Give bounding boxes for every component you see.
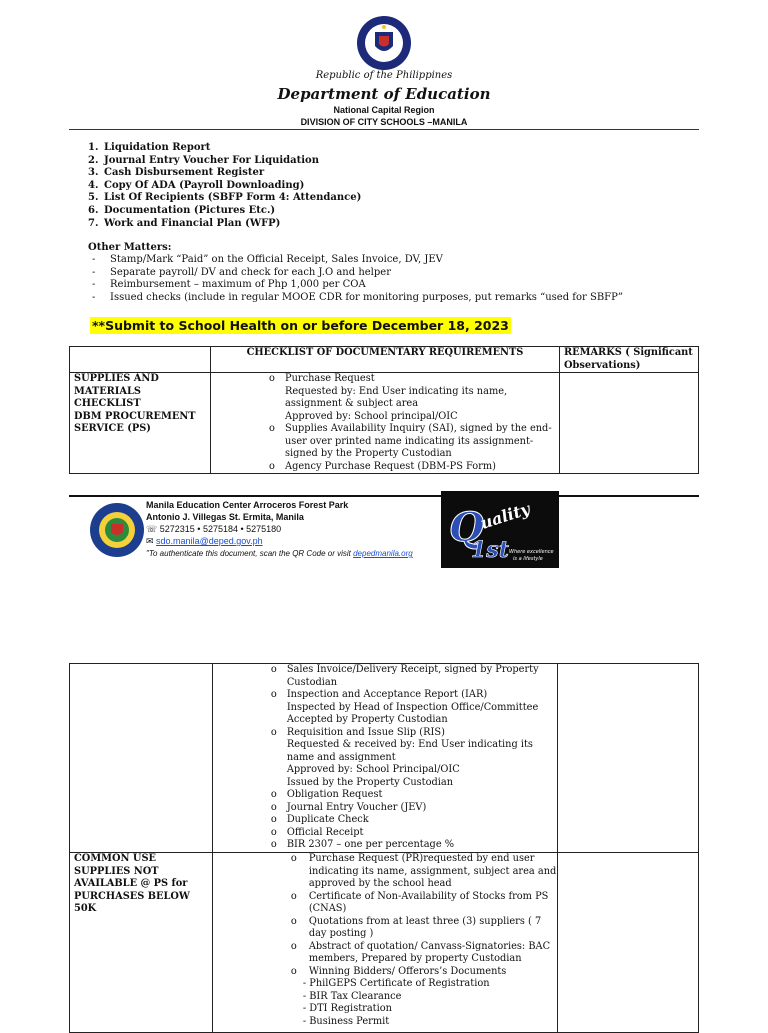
bullet-icon: o: [270, 839, 277, 850]
footer-address-1: Manila Education Center Arroceros Forest Park: [146, 500, 349, 510]
checklist-item: o Purchase Request (PR)requested by end user indicating its name, assignment, subject area and approved by the school head: [290, 853, 557, 889]
website-link[interactable]: depedmanila.org: [353, 549, 413, 558]
remarks-cell: [560, 373, 699, 474]
bullet-icon: o: [269, 423, 275, 434]
bullet-icon: o: [269, 373, 275, 384]
checklist-item: o Abstract of quotation/ Canvass-Signatories: BAC members, Prepared by property Custodian: [290, 940, 551, 964]
requirement-item: 2. Journal Entry Voucher For Liquidation: [88, 154, 319, 166]
bullet-icon: o: [270, 801, 277, 813]
bullet-icon: o: [270, 814, 277, 825]
other-matters-title: Other Matters:: [88, 242, 172, 253]
footer-authenticate-note: "To authenticate this document, scan the QR Code or visit depedmanila.org: [146, 549, 413, 558]
checklist-item: o Certificate of Non-Availability of Stocks from PS (CNAS): [290, 890, 549, 914]
remarks-header: REMARKS ( Significant Observations): [560, 347, 699, 373]
checklist-item: o Agency Purchase Request (DBM-PS Form): [269, 460, 496, 472]
requirements-list: [88, 142, 361, 230]
region-name: National Capital Region: [333, 105, 435, 115]
requirement-item: 6. Documentation (Pictures Etc.): [88, 204, 276, 216]
bullet-icon: o: [290, 853, 297, 864]
footer-email: [146, 536, 263, 547]
checklist-item: o Obligation Request: [270, 789, 383, 800]
header-divider: [69, 129, 699, 130]
checklist-item: o Sales Invoice/Delivery Receipt, signed by Property Custodian: [270, 664, 539, 688]
checklist-item: o Winning Bidders/ Offerors’s Documents: [290, 965, 507, 977]
checklist-items: [211, 373, 559, 473]
checklist-item: o BIR 2307 – one per percentage %: [270, 839, 455, 850]
bidder-document-item: - PhilGEPS Certificate of Registration: [302, 978, 490, 989]
svg-text:1st: 1st: [471, 537, 509, 563]
bullet-icon: o: [290, 890, 297, 902]
checklist-item: o Supplies Availability Inquiry (SAI), signed by the end-user over printed name indicating its assignment-signed by the Property Custodian: [269, 423, 552, 459]
checklist-item: o Quotations from at least three (3) suppliers ( 7 day posting ): [290, 915, 542, 939]
bullet-icon: o: [270, 689, 277, 700]
row-label-supplies: SUPPLIES AND MATERIALS CHECKLIST DBM PROCUREMENT SERVICE (PS): [70, 373, 211, 474]
other-matters-list: [92, 254, 623, 304]
department-title: Department of Education: [277, 85, 491, 103]
continued-checklist-items: [213, 664, 557, 852]
bidder-document-item: - BIR Tax Clearance: [302, 990, 402, 1002]
checklist-item: o Official Receipt: [270, 826, 364, 838]
requirement-item: 7. Work and Financial Plan (WFP): [88, 217, 281, 229]
checklist-item: o Purchase Request Requested by: End User indicating its name, assignment & subject area Approved by: School principal/OIC: [269, 373, 508, 422]
checklist-item: o Inspection and Acceptance Report (IAR) Inspected by Head of Inspection Office/Committee Accepted by Property Custodian: [270, 689, 539, 725]
svg-text:Q: Q: [449, 504, 484, 551]
bullet-icon: o: [270, 726, 277, 738]
bullet-icon: o: [290, 940, 297, 952]
submit-deadline-note: **Submit to School Health on or before December 18, 2023: [92, 318, 509, 333]
other-matter-item: - Issued checks (include in regular MOOE CDR for monitoring purposes, put remarks “used for SBFP”: [92, 291, 623, 303]
checklist-table-2: [69, 663, 699, 1033]
republic-heading: Republic of the Philippines: [315, 70, 453, 81]
email-link[interactable]: sdo.manila@deped.gov.ph: [156, 536, 263, 546]
footer-address-2: Antonio J. Villegas St. Ermita, Manila: [146, 512, 304, 522]
division-logo: [89, 502, 145, 558]
bullet-icon: o: [269, 460, 275, 472]
division-name: DIVISION OF CITY SCHOOLS –MANILA: [300, 117, 468, 127]
phone-icon: ☏: [146, 524, 160, 534]
other-matter-item: - Stamp/Mark “Paid” on the Official Receipt, Sales Invoice, DV, JEV: [92, 254, 443, 265]
bullet-icon: o: [290, 915, 297, 927]
deped-seal: [356, 15, 412, 71]
email-icon: ✉: [146, 536, 157, 546]
checklist-table-1: [69, 346, 699, 474]
svg-text:is a lifestyle: is a lifestyle: [513, 556, 543, 562]
footer-divider: [69, 495, 699, 497]
svg-text:uality: uality: [477, 499, 533, 533]
requirement-item: 4. Copy Of ADA (Payroll Downloading): [88, 179, 305, 191]
remarks-cell-2: [558, 664, 699, 853]
row-label-empty: [70, 664, 213, 853]
bullet-icon: o: [270, 826, 277, 838]
requirement-item: 1. Liquidation Report: [88, 142, 211, 153]
other-matter-item: - Reimbursement – maximum of Php 1,000 per COA: [92, 279, 366, 290]
remarks-cell-3: [558, 853, 699, 1033]
row-label-common-use: COMMON USE SUPPLIES NOT AVAILABLE @ PS for PURCHASES BELOW 50K: [70, 853, 213, 1033]
footer-phone: ☏ 5272315 • 5275184 • 5275180: [146, 524, 282, 534]
bidder-document-item: - DTI Registration: [302, 1003, 392, 1014]
checklist-item: o Duplicate Check: [270, 814, 369, 825]
bidder-document-item: - Business Permit: [302, 1015, 390, 1027]
quality-first-logo: [441, 491, 559, 568]
svg-text:Where excellence: Where excellence: [509, 549, 554, 555]
checklist-item: o Journal Entry Voucher (JEV): [270, 801, 427, 813]
requirement-item: 5. List Of Recipients (SBFP Form 4: Attendance): [88, 192, 362, 204]
common-use-checklist-items: [213, 853, 557, 978]
winning-bidder-documents: [213, 978, 557, 1028]
bullet-icon: o: [270, 664, 277, 675]
checklist-item: o Requisition and Issue Slip (RIS) Requested & received by: End User indicating its name and assignment Approved by: School Principal/OIC Issued by the Property Custodian: [270, 726, 533, 788]
bullet-icon: o: [290, 965, 297, 977]
requirement-item: 3. Cash Disbursement Register: [88, 167, 265, 179]
other-matter-item: - Separate payroll/ DV and check for each J.O and helper: [92, 266, 391, 278]
header-blank-cell: [70, 347, 211, 373]
bullet-icon: o: [270, 789, 277, 800]
checklist-header: CHECKLIST OF DOCUMENTARY REQUIREMENTS: [211, 347, 560, 373]
